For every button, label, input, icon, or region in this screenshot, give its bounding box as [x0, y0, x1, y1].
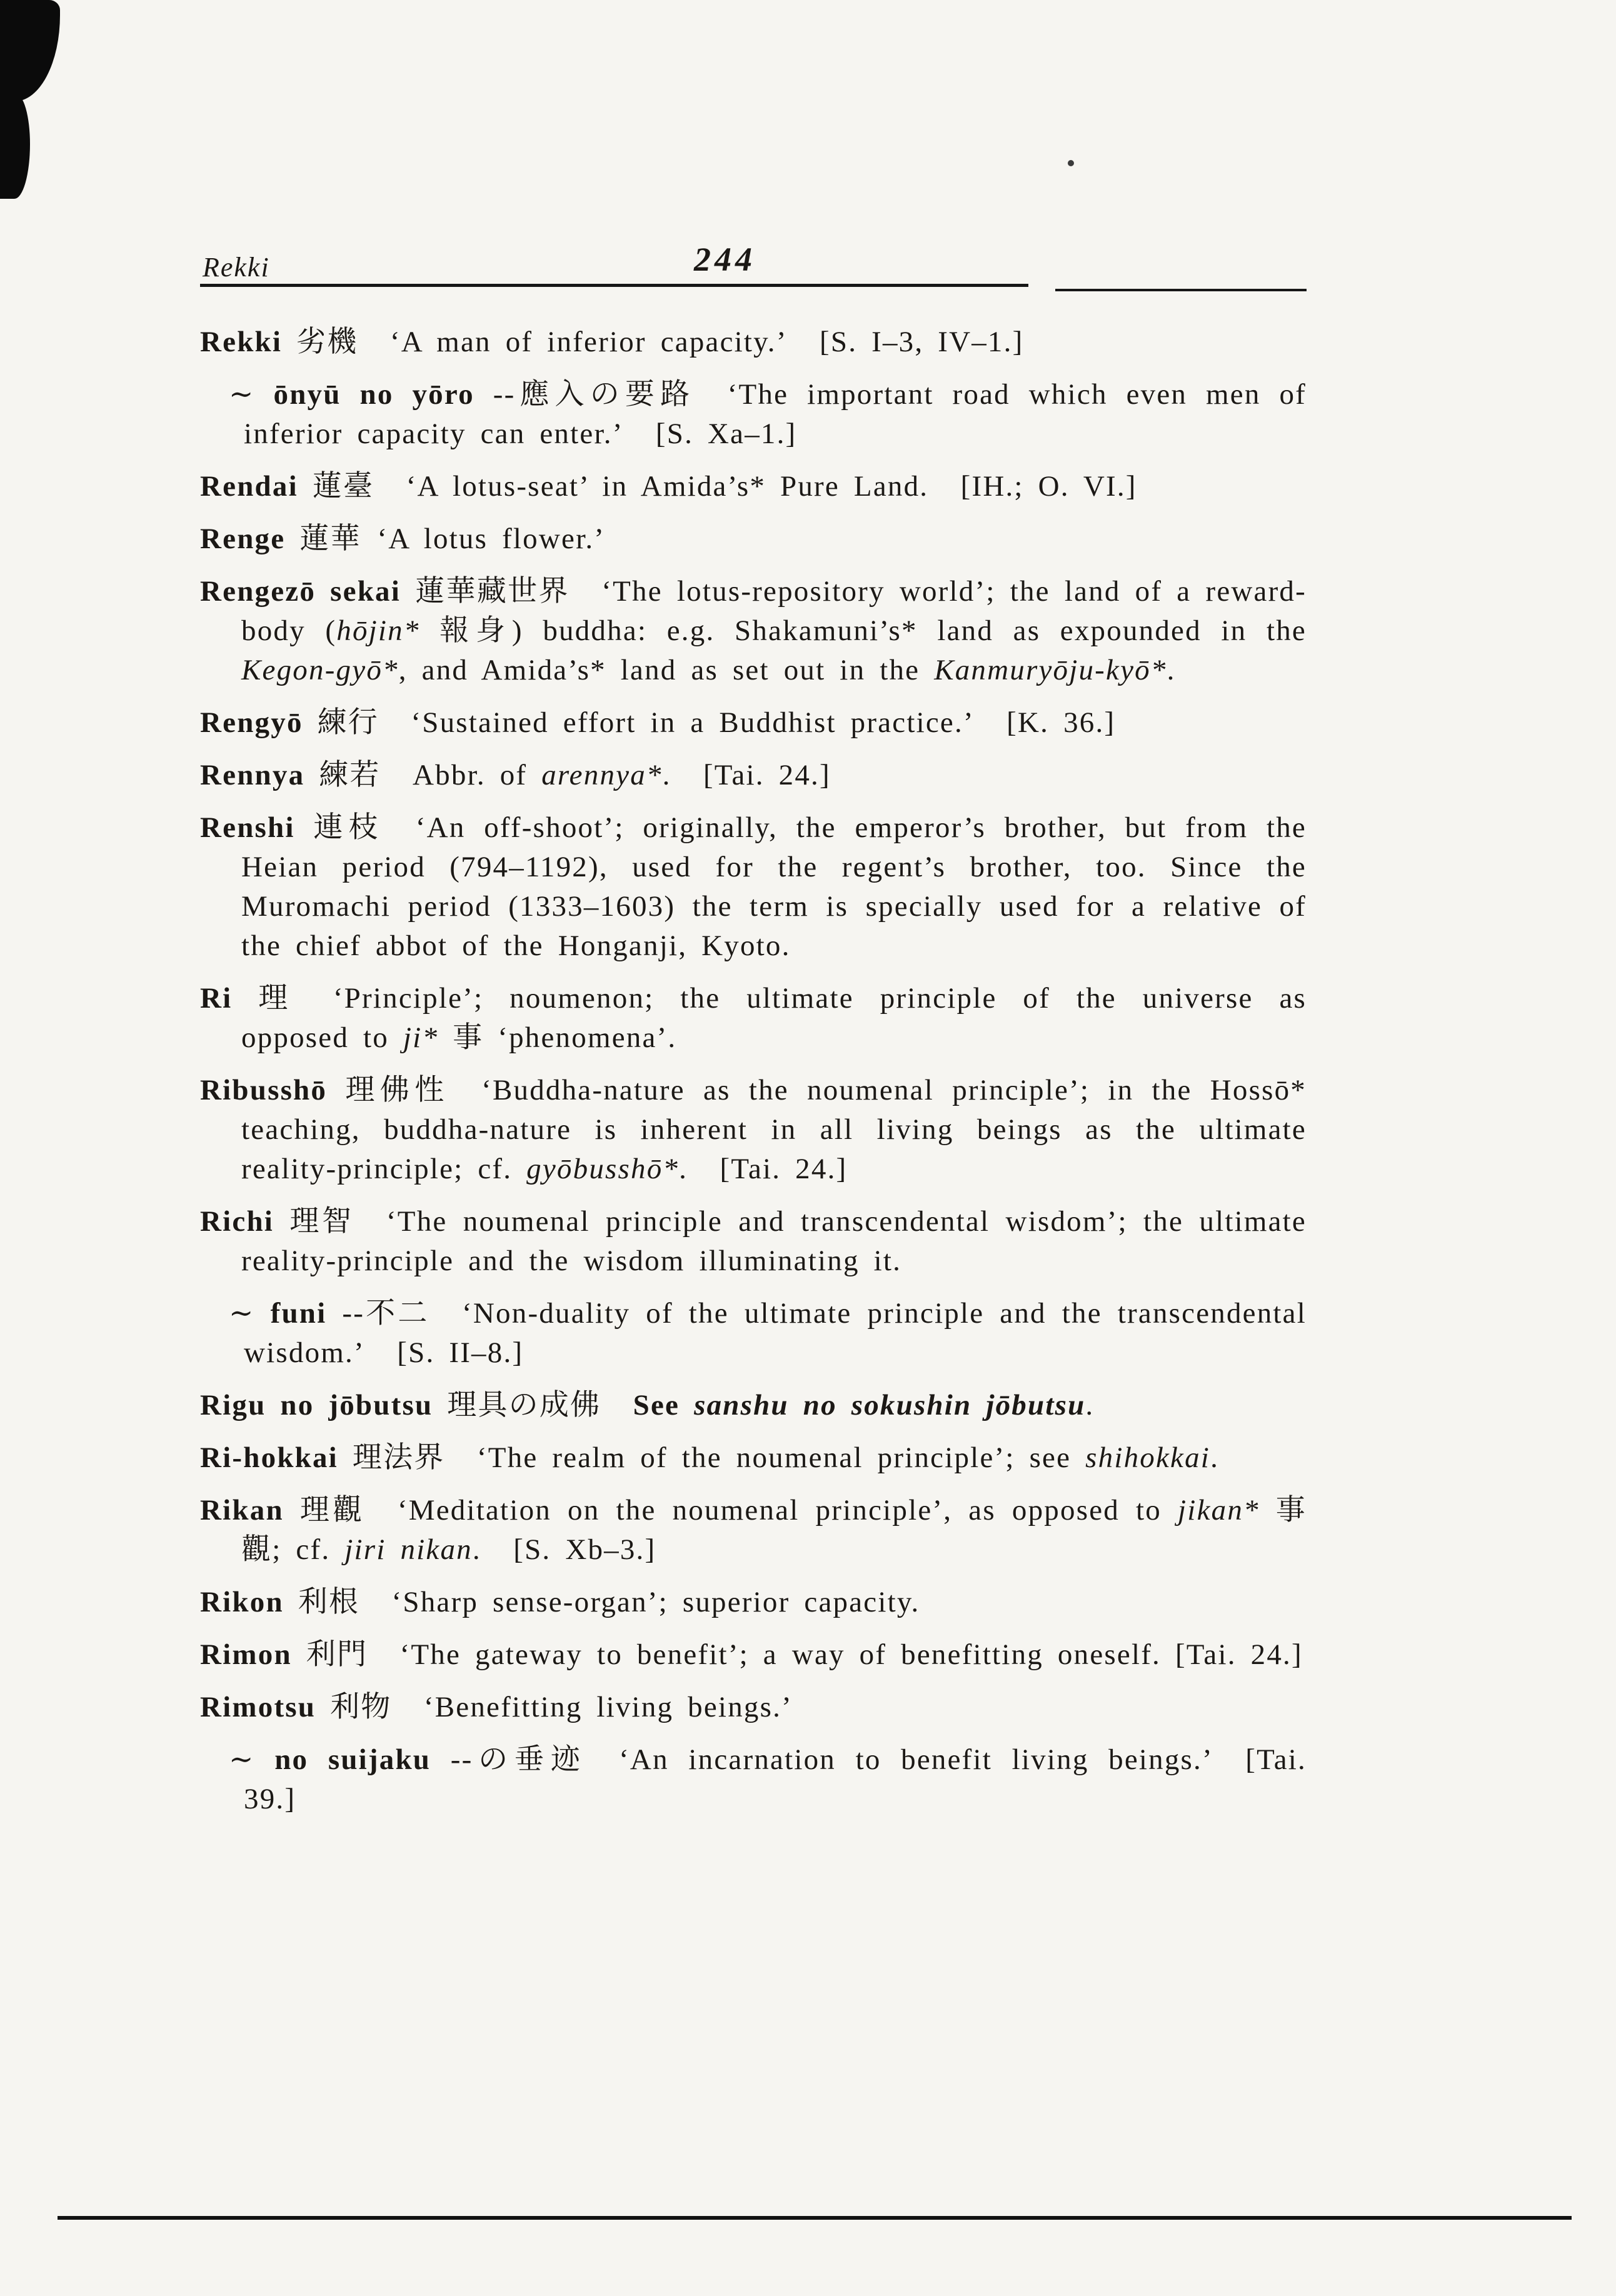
- italic-term: jikan*: [1178, 1494, 1260, 1526]
- entry-text: 利門 ‘The gateway to benefit’; a way of benefitting oneself. [Tai. 24.]: [291, 1638, 1303, 1671]
- entry-text: , and Amida’s* land as set out in the: [398, 654, 935, 686]
- headword: Rengyō: [200, 706, 303, 739]
- headword: Renshi: [200, 811, 295, 844]
- entry-text: 事 ‘phenomena’.: [438, 1021, 677, 1054]
- dictionary-entry: [200, 1491, 1307, 1570]
- headword: Rikon: [200, 1586, 284, 1618]
- headword: Rengezō sekai: [200, 575, 401, 608]
- header-rule-left: [200, 284, 1028, 287]
- dictionary-entry: [200, 808, 1307, 966]
- entry-text: 蓮臺 ‘A lotus-seat’ in Amida’s* Pure Land. [IH.; O. VI.]: [298, 470, 1137, 503]
- entry-text: ∼: [229, 1743, 275, 1776]
- dictionary-entry: [200, 467, 1307, 506]
- headword: Rekki: [200, 326, 283, 358]
- entry-text: 報身) buddha: e.g. Shakamuni’s* land as expounded in the: [419, 614, 1307, 647]
- dictionary-entry: [200, 519, 1307, 559]
- entry-text: 利根 ‘Sharp sense-organ’; superior capacity.: [283, 1586, 920, 1618]
- entry-text: 劣機 ‘A man of inferior capacity.’ [S. I–3, IV–1.]: [282, 326, 1024, 358]
- italic-term: hōjin*: [336, 614, 420, 647]
- entry-text: --の垂迹 ‘An incarnation to benefit living beings.’ [Tai. 39.]: [244, 1743, 1307, 1815]
- dictionary-entry: [200, 323, 1307, 362]
- headword: See: [633, 1389, 695, 1421]
- entry-text: .: [1167, 654, 1176, 686]
- entry-text: . [Tai. 24.]: [679, 1153, 848, 1185]
- entry-text: 理佛性 ‘Buddha-nature as the noumenal principle’; in the Hossō* teaching, buddha-nature is inherent in all living beings as the ultimate reality-principle; cf.: [241, 1074, 1307, 1185]
- dictionary-entry: [200, 1071, 1307, 1189]
- headword: Ri: [200, 982, 233, 1015]
- dictionary-entry: [200, 1688, 1307, 1727]
- dictionary-entry: [200, 1583, 1307, 1622]
- italic-term: jiri nikan: [344, 1533, 473, 1566]
- entry-text: 理觀 ‘Meditation on the noumenal principle’, as opposed to: [283, 1494, 1178, 1526]
- italic-term: ji*: [403, 1021, 439, 1054]
- headword: Rimon: [200, 1638, 292, 1671]
- bottom-rule: [58, 2216, 1572, 2220]
- entry-text: 練若 Abbr. of: [304, 759, 542, 791]
- entry-text: 蓮華藏世界 ‘The lotus-repository world’; the land of a reward-body (: [241, 575, 1307, 647]
- headword: Rennya: [200, 759, 305, 791]
- entry-text: 理智 ‘The noumenal principle and transcendental wisdom’; the ultimate reality-principle and the wisdom illuminating it.: [241, 1205, 1307, 1277]
- headword: ōnyū no yōro: [273, 378, 474, 411]
- headword: Rendai: [200, 470, 298, 503]
- page-header: [200, 243, 1307, 291]
- entry-text: ∼: [229, 1297, 271, 1330]
- running-title: Rekki: [203, 252, 270, 283]
- entry-text: 事觀; cf.: [241, 1494, 1307, 1566]
- italic-term: Kanmuryōju-kyō*: [934, 654, 1167, 686]
- headword: no suijaku: [274, 1743, 431, 1776]
- entry-text: . [Tai. 24.]: [662, 759, 831, 791]
- headword: Rimotsu: [200, 1691, 316, 1723]
- headword: Ri-hokkai: [200, 1441, 338, 1474]
- scan-artifact: [1068, 160, 1074, 166]
- dictionary-entry: [200, 979, 1307, 1058]
- dictionary-subentry: [200, 375, 1307, 454]
- entry-text: --應入の要路 ‘The important road which even men of inferior capacity can enter.’ [S. Xa–1.]: [244, 378, 1307, 450]
- scan-artifact: [0, 0, 60, 101]
- entry-text: .: [1085, 1389, 1095, 1421]
- italic-term: arennya*: [541, 759, 663, 791]
- italic-term: shihokkai: [1085, 1441, 1211, 1474]
- entry-text: . [S. Xb–3.]: [472, 1533, 656, 1566]
- headword: Rikan: [200, 1494, 284, 1526]
- dictionary-subentry: [200, 1740, 1307, 1819]
- entry-text: .: [1210, 1441, 1220, 1474]
- headword: funi: [270, 1297, 327, 1330]
- headword: Renge: [200, 523, 286, 555]
- dictionary-entry: [200, 1635, 1307, 1675]
- dictionary-subentry: [200, 1294, 1307, 1373]
- entry-text: 利物 ‘Benefitting living beings.’: [316, 1691, 793, 1723]
- scan-artifact: [0, 94, 30, 199]
- dictionary-entry: [200, 1202, 1307, 1281]
- dictionary-entry: [200, 703, 1307, 743]
- entry-text: 練行 ‘Sustained effort in a Buddhist practice.’ [K. 36.]: [303, 706, 1116, 739]
- italic-term: Kegon-gyō*: [241, 654, 399, 686]
- page-number: 244: [694, 241, 756, 278]
- header-rule-right: [1055, 289, 1307, 291]
- cross-reference: sanshu no sokushin jōbutsu: [694, 1389, 1086, 1421]
- dictionary-entry: [200, 1438, 1307, 1478]
- entry-text: ∼: [229, 378, 274, 411]
- dictionary-entry: [200, 572, 1307, 690]
- entry-text: 理 ‘Principle’; noumenon; the ultimate principle of the universe as opposed to: [232, 982, 1307, 1054]
- dictionary-entry: [200, 1386, 1307, 1425]
- headword: Ribusshō: [200, 1074, 328, 1106]
- entry-text: 連枝 ‘An off-shoot’; originally, the emperor’s brother, but from the Heian period (794–1192), used for the regent’s brother, too. Since the Muromachi period (1333–1603) the term is specially used for a relative of the chief abbot of the Honganji, Kyoto.: [241, 811, 1307, 962]
- headword: Rigu no jōbutsu: [200, 1389, 433, 1421]
- entry-text: 蓮華 ‘A lotus flower.’: [285, 523, 606, 555]
- headword: Richi: [200, 1205, 274, 1238]
- italic-term: gyōbusshō*: [526, 1153, 680, 1185]
- page-content: [200, 243, 1307, 1832]
- entry-text: 理具の成佛: [433, 1389, 633, 1421]
- dictionary-entry: [200, 756, 1307, 795]
- entry-text: --不二 ‘Non-duality of the ultimate principle and the transcendental wisdom.’ [S. II–8.]: [244, 1297, 1307, 1369]
- entries: [200, 323, 1307, 1819]
- entry-text: 理法界 ‘The realm of the noumenal principle’; see: [338, 1441, 1086, 1474]
